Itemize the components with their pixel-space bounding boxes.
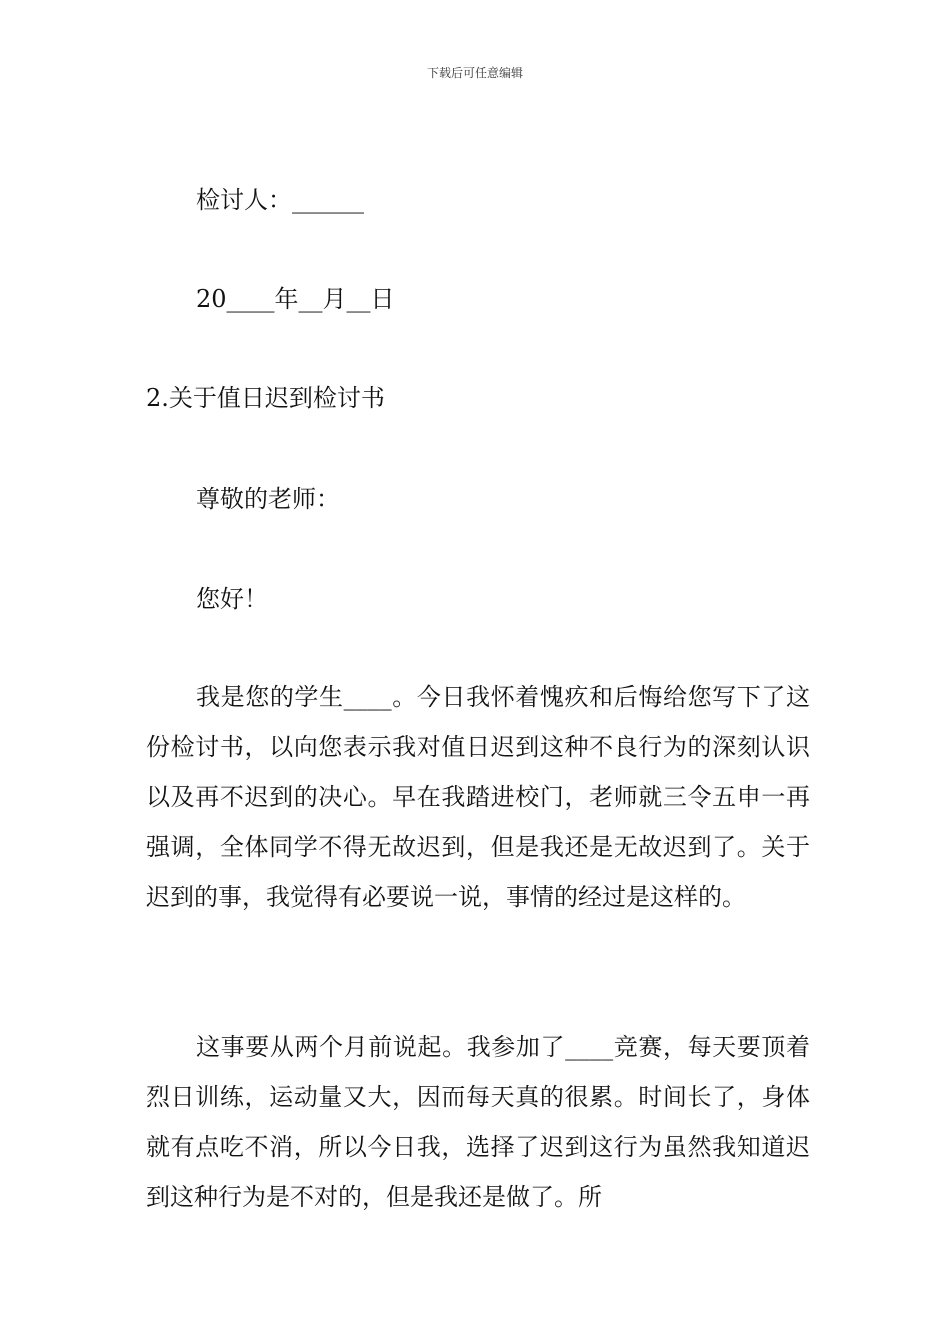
body-paragraph-2: 这事要从两个月前说起。我参加了____竞赛，每天要顶着烈日训练，运动量又大，因而每天真的很累。时间长了，身体就有点吃不消，所以今日我，选择了迟到这行为虽然我知道迟到这种行为是不对的，但是我还是做了。所 bbox=[146, 1033, 810, 1211]
salutation: 尊敬的老师： bbox=[196, 485, 340, 513]
greeting: 您好！ bbox=[196, 585, 268, 613]
signature-line: 检讨人：______ bbox=[196, 186, 364, 214]
section-title: 2.关于值日迟到检讨书 bbox=[146, 384, 385, 412]
date-line: 20____年__月__日 bbox=[196, 285, 395, 313]
page-header-note: 下载后可任意编辑 bbox=[426, 66, 523, 80]
body-paragraph-1: 我是您的学生____。今日我怀着愧疚和后悔给您写下了这份检讨书，以向您表示我对值日迟到这种不良行为的深刻认识以及再不迟到的决心。早在我踏进校门，老师就三令五申一再强调，全体同学不得无故迟到，但是我还是无故迟到了。关于迟到的事，我觉得有必要说一说，事情的经过是这样的。 bbox=[146, 683, 810, 911]
